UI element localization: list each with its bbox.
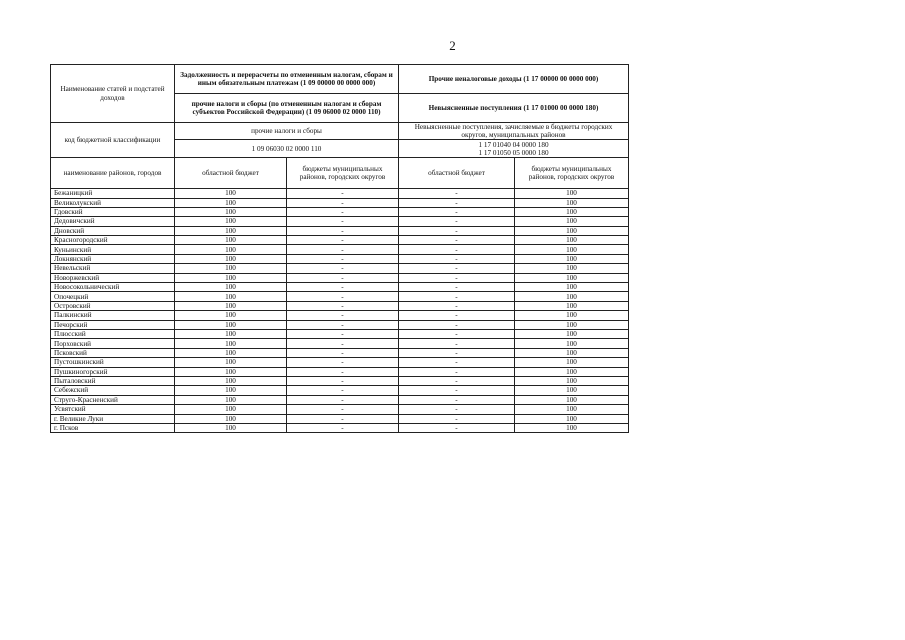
district-name: Великолукский (51, 198, 175, 207)
group-a-municipal-value: - (287, 311, 399, 320)
table-row (51, 207, 629, 216)
group-b-regional-value: - (399, 423, 515, 432)
group-b-regional-value: - (399, 207, 515, 216)
group-b-municipal-value: 100 (515, 245, 629, 254)
group-b-regional-value: - (399, 358, 515, 367)
table-row (51, 348, 629, 357)
group-b-regional-value: - (399, 217, 515, 226)
group-b-municipal-value: 100 (515, 236, 629, 245)
group-a-regional-value: 100 (175, 320, 287, 329)
group-b-regional-value: - (399, 283, 515, 292)
group-b-regional-value: - (399, 236, 515, 245)
district-name: Новосокольнический (51, 283, 175, 292)
group-b-municipal-value: 100 (515, 198, 629, 207)
group-a-regional-value: 100 (175, 329, 287, 338)
group-b-code-name: Невыясненные поступления, зачисляемые в бюджеты городских округов, муниципальных районов (399, 123, 629, 140)
group-b-municipal-value: 100 (515, 254, 629, 263)
group-b-municipal-value: 100 (515, 358, 629, 367)
group-a-regional-value: 100 (175, 376, 287, 385)
group-b-regional-value: - (399, 189, 515, 198)
group-b-municipal-value: 100 (515, 386, 629, 395)
header-row-code-names (51, 123, 629, 140)
group-a-municipal-value: - (287, 189, 399, 198)
group-b-municipal-value: 100 (515, 301, 629, 310)
group-a-regional-value: 100 (175, 414, 287, 423)
group-a-regional-value: 100 (175, 348, 287, 357)
table-row (51, 386, 629, 395)
group-a-municipal-value: - (287, 376, 399, 385)
group-a-regional-value: 100 (175, 395, 287, 404)
table-row (51, 320, 629, 329)
group-b-regional-value: - (399, 292, 515, 301)
group-b-municipal-value: 100 (515, 273, 629, 282)
group-a-municipal-value: - (287, 283, 399, 292)
group-b-regional-value: - (399, 386, 515, 395)
group-a-municipal-value: - (287, 273, 399, 282)
district-name: Печорский (51, 320, 175, 329)
table-row (51, 311, 629, 320)
group-a-municipal-value: - (287, 348, 399, 357)
district-name: Пустошкинский (51, 358, 175, 367)
group-b-municipal-value: 100 (515, 376, 629, 385)
group-b-municipal-value: 100 (515, 264, 629, 273)
group-b-municipal-value: 100 (515, 207, 629, 216)
group-b-regional-value: - (399, 339, 515, 348)
group-b-regional-value: - (399, 264, 515, 273)
district-name: Красногородский (51, 236, 175, 245)
group-a-municipal-value: - (287, 423, 399, 432)
group-a-municipal-value: - (287, 226, 399, 235)
table-row (51, 189, 629, 198)
group-a-municipal-value: - (287, 264, 399, 273)
table-row (51, 198, 629, 207)
district-label: наименование районов, городов (51, 158, 175, 189)
group-a-municipal-value: - (287, 386, 399, 395)
group-a-municipal-value: - (287, 254, 399, 263)
district-name: Пыталовский (51, 376, 175, 385)
group-a-regional-value: 100 (175, 226, 287, 235)
group-b-regional-value: - (399, 395, 515, 404)
district-name: Новоржевский (51, 273, 175, 282)
district-name: г. Великие Луки (51, 414, 175, 423)
group-b-municipal-value: 100 (515, 292, 629, 301)
group-b-municipal-value: 100 (515, 405, 629, 414)
group-a-municipal-value: - (287, 320, 399, 329)
district-name: Порховский (51, 339, 175, 348)
group-b-regional-value: - (399, 245, 515, 254)
district-name: Себежский (51, 386, 175, 395)
code-label: код бюджетной классификации (51, 123, 175, 158)
group-b-municipal-value: 100 (515, 329, 629, 338)
table-row (51, 245, 629, 254)
district-name: Струго-Красненский (51, 395, 175, 404)
group-a-municipal-value: - (287, 329, 399, 338)
table-row (51, 226, 629, 235)
group-b-municipal-value: 100 (515, 283, 629, 292)
table-row (51, 339, 629, 348)
group-a-municipal-value: - (287, 358, 399, 367)
group-b-municipal-value: 100 (515, 311, 629, 320)
group-b-regional-value: - (399, 405, 515, 414)
table-row (51, 329, 629, 338)
revenue-distribution-table (50, 64, 629, 433)
group-a-regional-value: 100 (175, 405, 287, 414)
group-b-municipal-value: 100 (515, 189, 629, 198)
group-a-municipal-value: - (287, 339, 399, 348)
group-a-municipal-value: - (287, 414, 399, 423)
header-row-groups (51, 65, 629, 94)
item-name-label: Наименование статей и подстатей доходов (51, 65, 175, 123)
group-a-municipal-value: - (287, 217, 399, 226)
table-row (51, 358, 629, 367)
table-row (51, 283, 629, 292)
group-b-municipal-value: 100 (515, 226, 629, 235)
group-a-municipal-value: - (287, 236, 399, 245)
col-regional-b: областной бюджет (399, 158, 515, 189)
group-a-municipal-value: - (287, 405, 399, 414)
group-a-regional-value: 100 (175, 245, 287, 254)
group-a-municipal-value: - (287, 198, 399, 207)
group-b-municipal-value: 100 (515, 423, 629, 432)
table-row (51, 217, 629, 226)
group-a-regional-value: 100 (175, 273, 287, 282)
district-name: Псковский (51, 348, 175, 357)
group-a-regional-value: 100 (175, 339, 287, 348)
group-b-regional-value: - (399, 198, 515, 207)
group-b-regional-value: - (399, 273, 515, 282)
page-number: 2 (449, 38, 456, 53)
group-a-municipal-value: - (287, 301, 399, 310)
table-row (51, 405, 629, 414)
group-a-regional-value: 100 (175, 189, 287, 198)
group-a-regional-value: 100 (175, 367, 287, 376)
col-regional-a: областной бюджет (175, 158, 287, 189)
table-row (51, 236, 629, 245)
group-a-regional-value: 100 (175, 301, 287, 310)
group-a-code: 1 09 06030 02 0000 110 (175, 140, 399, 158)
group-a-regional-value: 100 (175, 423, 287, 432)
group-a-municipal-value: - (287, 292, 399, 301)
group-b-municipal-value: 100 (515, 348, 629, 357)
group-a-regional-value: 100 (175, 311, 287, 320)
group-b-municipal-value: 100 (515, 367, 629, 376)
group-a-municipal-value: - (287, 207, 399, 216)
col-municipal-b: бюджеты муниципальных районов, городских округов (515, 158, 629, 189)
district-name: Опочецкий (51, 292, 175, 301)
group-b-municipal-value: 100 (515, 414, 629, 423)
table-row (51, 292, 629, 301)
table-row (51, 414, 629, 423)
group-b-regional-value: - (399, 367, 515, 376)
group-b-regional-value: - (399, 320, 515, 329)
group-a-regional-value: 100 (175, 386, 287, 395)
group-b-regional-value: - (399, 414, 515, 423)
group-b-regional-value: - (399, 329, 515, 338)
table-row (51, 395, 629, 404)
group-b-codes (399, 140, 629, 158)
group-a-municipal-value: - (287, 367, 399, 376)
district-name: Невельский (51, 264, 175, 273)
table-row (51, 264, 629, 273)
group-b-regional-value: - (399, 376, 515, 385)
district-name: Усвятский (51, 405, 175, 414)
col-municipal-a: бюджеты муниципальных районов, городских округов (287, 158, 399, 189)
group-a-code-name: прочие налоги и сборы (175, 123, 399, 140)
table-row (51, 367, 629, 376)
table-row (51, 254, 629, 263)
group-a-regional-value: 100 (175, 264, 287, 273)
table-row (51, 376, 629, 385)
group-a-regional-value: 100 (175, 217, 287, 226)
group-b-regional-value: - (399, 348, 515, 357)
group-a-title: Задолженность и перерасчеты по отмененным налогам, сборам и иным обязательным платежам (1 09 00000 00 0000 000) (175, 65, 399, 94)
district-name: Куньинский (51, 245, 175, 254)
district-name: Палкинский (51, 311, 175, 320)
table-row (51, 423, 629, 432)
district-name: г. Псков (51, 423, 175, 432)
group-b-regional-value: - (399, 311, 515, 320)
table-row (51, 301, 629, 310)
district-name: Островский (51, 301, 175, 310)
group-a-subtitle: прочие налоги и сборы (по отмененным налогам и сборам субъектов Российской Федерации) (1 09 06000 02 0000 110) (175, 94, 399, 123)
group-a-municipal-value: - (287, 395, 399, 404)
group-b-code-2: 1 17 01050 05 0000 180 (478, 148, 549, 157)
district-name: Локнянский (51, 254, 175, 263)
district-name: Дедовичский (51, 217, 175, 226)
header-row-columns (51, 158, 629, 189)
group-b-municipal-value: 100 (515, 217, 629, 226)
district-name: Пушкиногорский (51, 367, 175, 376)
group-b-regional-value: - (399, 301, 515, 310)
group-b-municipal-value: 100 (515, 339, 629, 348)
group-b-regional-value: - (399, 226, 515, 235)
group-a-regional-value: 100 (175, 207, 287, 216)
group-a-regional-value: 100 (175, 358, 287, 367)
district-name: Гдовский (51, 207, 175, 216)
group-a-regional-value: 100 (175, 198, 287, 207)
group-a-regional-value: 100 (175, 236, 287, 245)
table-row (51, 273, 629, 282)
group-b-municipal-value: 100 (515, 395, 629, 404)
group-a-regional-value: 100 (175, 254, 287, 263)
group-b-regional-value: - (399, 254, 515, 263)
group-b-title: Прочие неналоговые доходы (1 17 00000 00 0000 000) (399, 65, 629, 94)
group-b-municipal-value: 100 (515, 320, 629, 329)
district-name: Плюсский (51, 329, 175, 338)
group-a-regional-value: 100 (175, 292, 287, 301)
group-a-municipal-value: - (287, 245, 399, 254)
group-b-code-1: 1 17 01040 04 0000 180 (478, 140, 549, 149)
district-name: Дновский (51, 226, 175, 235)
group-b-subtitle: Невыясненные поступления (1 17 01000 00 0000 180) (399, 94, 629, 123)
district-name: Бежаницкий (51, 189, 175, 198)
group-a-regional-value: 100 (175, 283, 287, 292)
